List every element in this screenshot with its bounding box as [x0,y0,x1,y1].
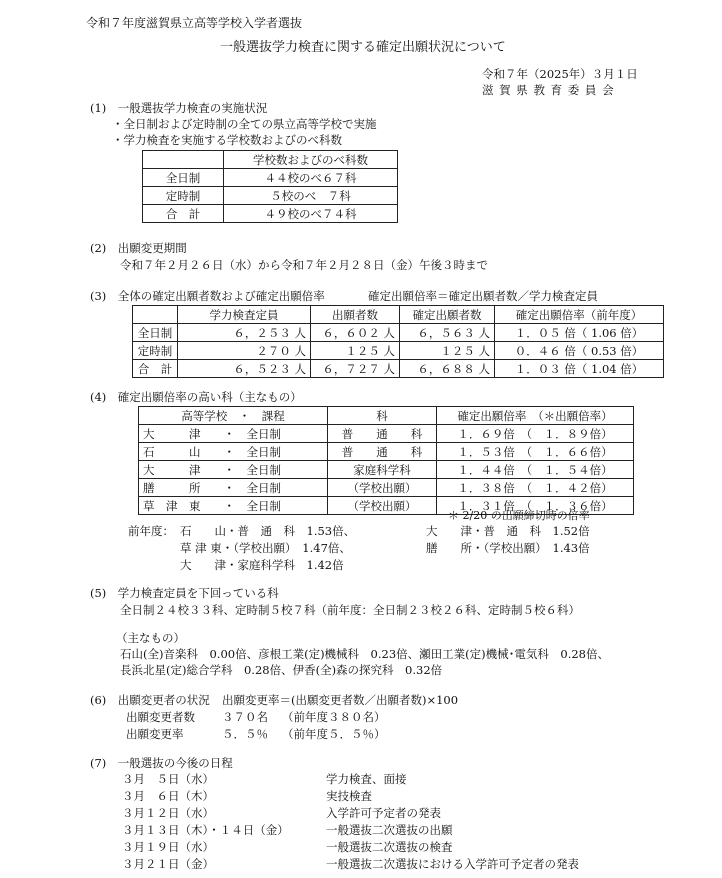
table-row [139,425,634,443]
table-header: 出願者数 [311,306,400,324]
cell-school: 草 津 東 ・ 全日制 [139,497,328,515]
schedule-date: ３月２１日（金） [122,857,214,871]
doc-header-title: 令和７年度滋賀県立高等学校入学者選抜 [86,16,303,30]
prev-year-entry: 石 山・普 通 科 1.53倍、 [180,524,356,538]
section-3-table [132,305,664,378]
prev-year-entry: 草 津 東・（学校出願） 1.47倍、 [180,541,351,555]
prev-year-entry: 大 津・家庭科学科 1.42倍 [180,558,344,572]
change-count-prev: （前年度３８０名） [282,710,386,724]
change-count-value: ３７０名 [222,710,268,724]
section-1-bullet-2: ・学力検査を実施する学校数およびのべ科数 [112,133,342,147]
prev-year-entry: 膳 所・（学校出願） 1.43倍 [426,541,590,555]
row-label: 合 計 [143,205,224,223]
table-row [143,187,398,205]
cell-course: 普 通 科 [328,425,437,443]
table-header: 学校数およびのべ科数 [224,151,398,169]
section-5-sub: （主なもの） [116,631,185,645]
cell-capacity: ６，５２３ 人 [178,360,311,378]
schedule-date: ３月１９日（水） [122,840,214,854]
cell-ratio: １．０３ 倍（ 1.04 倍） [495,360,664,378]
cell-school: 膳 所 ・ 全日制 [139,479,328,497]
schedule-event: 一般選抜二次選抜における入学許可予定者の発表 [326,857,579,871]
section-3-heading: (3) 全体の確定出願者数および確定出願倍率 [90,289,325,303]
table-row [139,479,634,497]
schedule-date: ３月 ６日（木） [122,789,214,803]
row-label: 合 計 [133,360,178,378]
table-header: 確定出願倍率（前年度） [495,306,664,324]
schedule-date: ３月１２日（水） [122,806,214,820]
schedule-event: 学力検査、面接 [326,772,407,786]
table-header: 確定出願倍率 （＊出願倍率） [437,407,634,425]
table-row [143,169,398,187]
section-3-formula: 確定出願倍率＝確定出願者数／学力検査定員 [368,289,598,303]
section-5-text: 全日制２４校３３科、定時制５校７科（前年度：全日制２３校２６科、定時制５校６科） [120,603,580,617]
section-6-formula: 出願変更率＝(出願変更者数／出願者数)×100 [222,693,459,707]
cell-ratio: １．４４倍 （ １．５４倍） [437,461,634,479]
schedule-date: ３月１３日（木）・１４日（金） [122,823,289,837]
schedule-event: 一般選抜二次選抜の出願 [326,823,453,837]
cell-ratio: １．６９倍 （ １．８９倍） [437,425,634,443]
cell-ratio: ０．４６ 倍（ 0.53 倍） [495,342,664,360]
section-4-note: ＊ 2/20 の出願締切時の倍率 [448,509,590,522]
table-row [133,342,664,360]
change-rate-value: ５．５％ [222,727,268,741]
table-header: 高等学校 ・ 課程 [139,407,328,425]
section-4-table [138,406,634,515]
section-5-line-2: 長浜北星(定)総合学科 0.28倍、伊香(全)森の探究科 0.32倍 [120,663,443,677]
cell-ratio: １．０５ 倍（ 1.06 倍） [495,324,664,342]
schedule-event: 入学許可予定者の発表 [326,806,441,820]
row-label: 定時制 [133,342,178,360]
cell-course: （学校出願） [328,479,437,497]
cell-course: 家庭科学科 [328,461,437,479]
table-corner-cell [143,151,224,169]
schedule-date: ３月 ５日（水） [122,772,214,786]
cell-confirmed: ６，６８８ 人 [400,360,495,378]
section-4-heading: (4) 確定出願倍率の高い科（主なもの） [90,390,302,404]
cell-course: 普 通 科 [328,443,437,461]
section-1-table [142,150,398,223]
cell-ratio: １．３１倍 （ １．３６倍） [437,497,634,515]
schedule-event: 一般選抜二次選抜の検査 [326,840,453,854]
section-6-heading: (6) 出願変更者の状況 [90,693,210,707]
cell-capacity: ６，２５３ 人 [178,324,311,342]
schedule-event: 実技検査 [326,789,372,803]
row-label: 定時制 [143,187,224,205]
change-rate-label: 出願変更率 [126,727,184,741]
table-corner-cell [133,306,178,324]
row-value: ５校のべ ７科 [224,187,398,205]
cell-school: 大 津 ・ 全日制 [139,425,328,443]
cell-applicants: ６，６０２ 人 [311,324,400,342]
row-value: ４９校のべ７４科 [224,205,398,223]
cell-confirmed: ６，５６３ 人 [400,324,495,342]
doc-date: 令和７年（2025年）３月１日 [482,67,638,81]
table-header: 科 [328,407,437,425]
cell-ratio: １．３８倍 （ １．４２倍） [437,479,634,497]
doc-subtitle: 一般選抜学力検査に関する確定出願状況について [220,40,506,55]
table-row [133,360,664,378]
table-header: 学力検査定員 [178,306,311,324]
cell-applicants: ６，７２７ 人 [311,360,400,378]
cell-school: 石 山 ・ 全日制 [139,443,328,461]
table-row [139,443,634,461]
doc-issuer: 滋 賀 県 教 育 委 員 会 [482,83,615,97]
prev-year-label: 前年度： [128,524,174,538]
cell-course: （学校出願） [328,497,437,515]
cell-ratio: １．５３倍 （ １．６６倍） [437,443,634,461]
section-1-heading: (1) 一般選抜学力検査の実施状況 [90,101,268,115]
row-value: ４４校のべ６７科 [224,169,398,187]
section-5-line-1: 石山(全)音楽科 0.00倍、彦根工業(定)機械科 0.23倍、瀬田工業(定)機械･電気科 0.28倍、 [120,647,609,661]
table-row [133,324,664,342]
section-5-heading: (5) 学力検査定員を下回っている科 [90,586,279,600]
table-row [143,205,398,223]
table-header: 確定出願者数 [400,306,495,324]
cell-capacity: ２７０ 人 [178,342,311,360]
section-1-bullet-1: ・全日制および定時制の全ての県立高等学校で実施 [112,117,377,131]
row-label: 全日制 [133,324,178,342]
prev-year-entry: 大 津・普 通 科 1.52倍 [426,524,590,538]
change-count-label: 出願変更者数 [126,710,195,724]
cell-confirmed: １２５ 人 [400,342,495,360]
section-7-heading: (7) 一般選抜の今後の日程 [90,756,233,770]
section-2-text: 令和７年２月２６日（水）から令和７年２月２８日（金）午後３時まで [120,258,488,272]
cell-school: 大 津 ・ 全日制 [139,461,328,479]
table-row [139,461,634,479]
section-2-heading: (2) 出願変更期間 [90,241,187,255]
change-rate-prev: （前年度５．５％） [282,727,386,741]
cell-applicants: １２５ 人 [311,342,400,360]
row-label: 全日制 [143,169,224,187]
